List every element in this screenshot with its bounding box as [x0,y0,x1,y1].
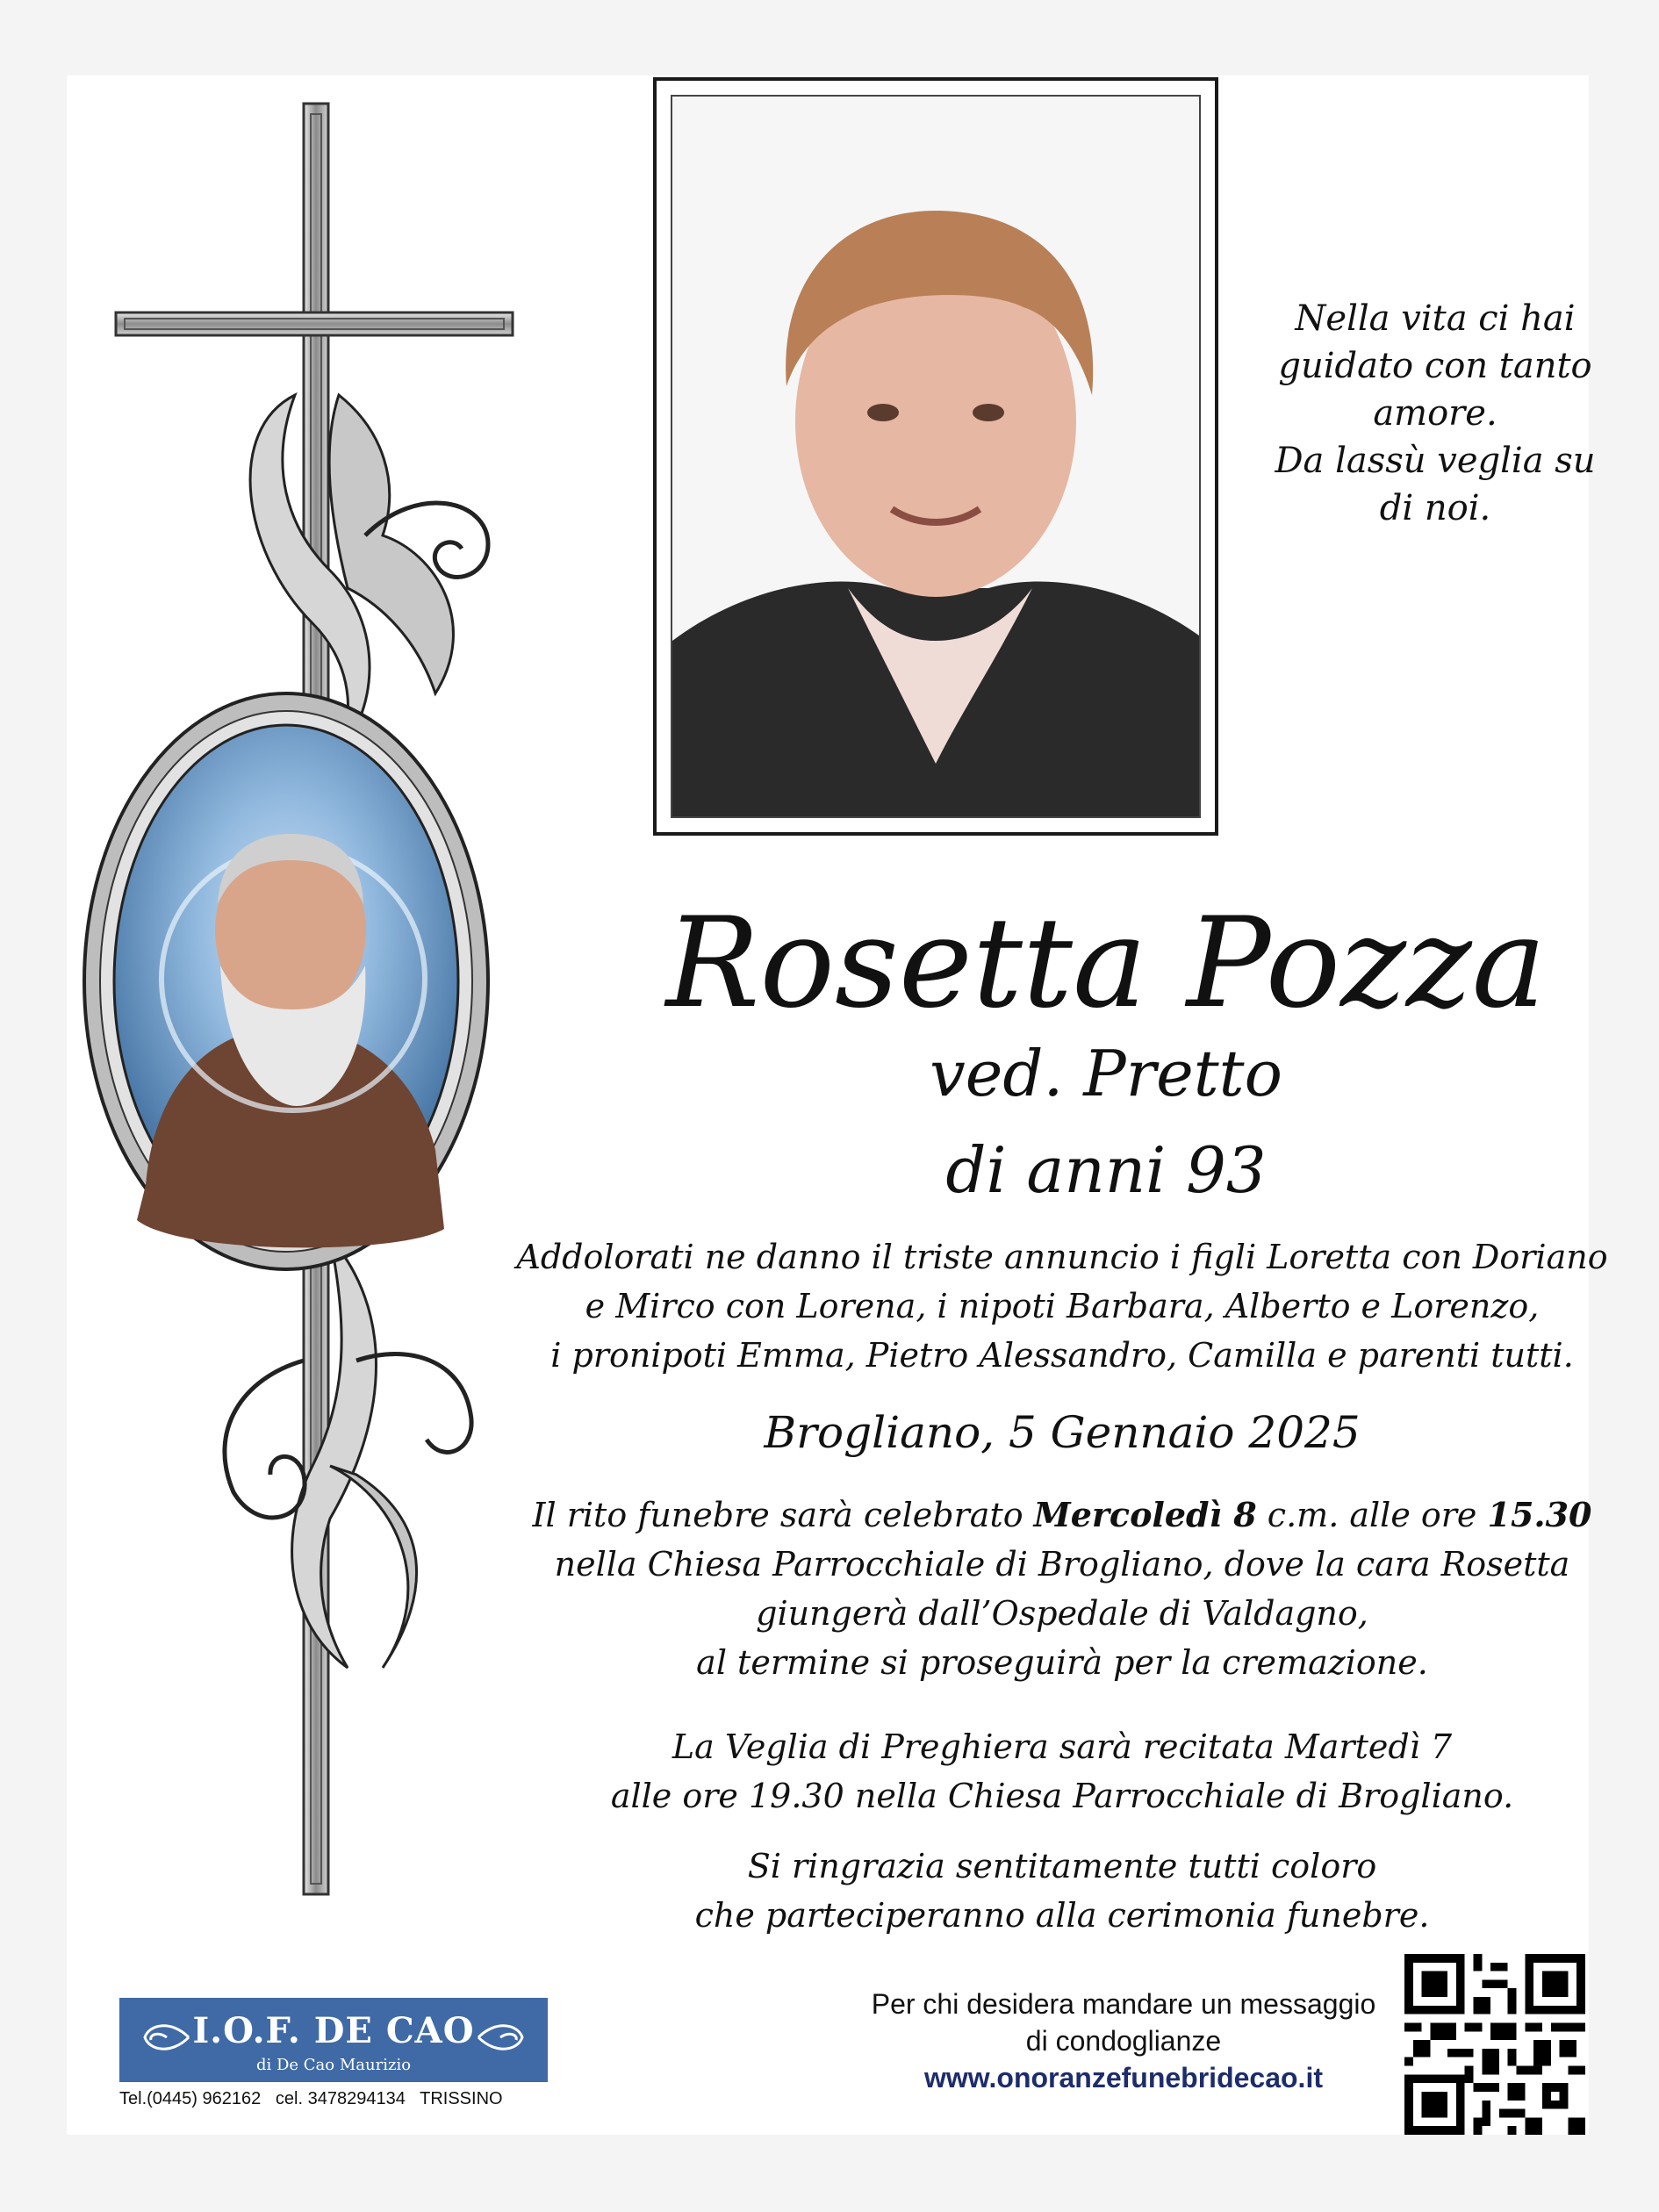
announcement-line: i pronipoti Emma, Pietro Alessandro, Camilla e parenti tutti. [550,1336,1574,1375]
epitaph [1255,295,1615,532]
cross-icon [67,97,541,1905]
agency-contacts: Tel.(0445) 962162 cel. 3478294134 TRISSINO [119,2089,503,2108]
thanks-line: che parteciperanno alla cerimonia funebre. [694,1896,1430,1935]
portrait-photo [671,95,1201,818]
announcement [492,1232,1633,1380]
condolences-line: di condoglianze [1025,2025,1222,2057]
vigil-details [492,1722,1633,1821]
epitaph-line: guidato con tanto [1278,346,1592,386]
agency-owner: di De Cao Maurizio [255,2056,412,2074]
condolences-block [790,1986,1457,2096]
agency-name: I.O.F. DE CAO [192,2010,475,2051]
funeral-day: Mercoledì 8 [1033,1495,1257,1534]
place-date: Brogliano, 5 Gennaio 2025 [764,1407,1361,1458]
thanks [492,1842,1633,1940]
vigil-line: La Veglia di Preghiera sarà recitata Martedì 7 [672,1727,1453,1766]
epitaph-line: di noi. [1379,488,1491,528]
agency-logo [119,1998,548,2082]
funeral-line-4: al termine si proseguirà per la cremazione. [696,1643,1428,1682]
funeral-text: Il rito funebre sarà celebrato [532,1496,1034,1534]
funeral-line-2: nella Chiesa Parrocchiale di Brogliano, dove la cara Rosetta [554,1545,1570,1584]
funeral-text: c.m. alle ore [1256,1496,1488,1534]
thanks-line: Si ringrazia sentitamente tutti coloro [747,1847,1377,1885]
vigil-line: alle ore 19.30 nella Chiesa Parrocchiale di Brogliano. [610,1777,1514,1815]
announcement-line: Addolorati ne danno il triste annuncio i figli Loretta con Doriano [516,1238,1608,1276]
funeral-line-1 [492,1490,1633,1540]
epitaph-line: Nella vita ci hai [1295,298,1576,339]
epitaph-line: Da lassù veglia su [1275,441,1596,481]
announcement-line: e Mirco con Lorena, i nipoti Barbara, Alberto e Lorenzo, [585,1287,1540,1325]
qr-code-icon[interactable] [1404,1954,1585,2135]
portrait-photo-frame [653,77,1218,836]
age-line: di anni 93 [945,1133,1267,1207]
widow-of: ved. Pretto [930,1037,1282,1110]
condolences-line: Per chi desidera mandare un messaggio [871,1988,1376,2020]
funeral-line-3: giungerà dall’Ospedale di Valdagno, [756,1594,1368,1633]
funeral-time: 15.30 [1487,1495,1592,1534]
website-link[interactable]: www.onoranzefunebridecao.it [924,2062,1323,2094]
funeral-details [492,1490,1633,1687]
epitaph-line: amore. [1373,393,1497,434]
deceased-name: Rosetta Pozza [665,891,1547,1036]
